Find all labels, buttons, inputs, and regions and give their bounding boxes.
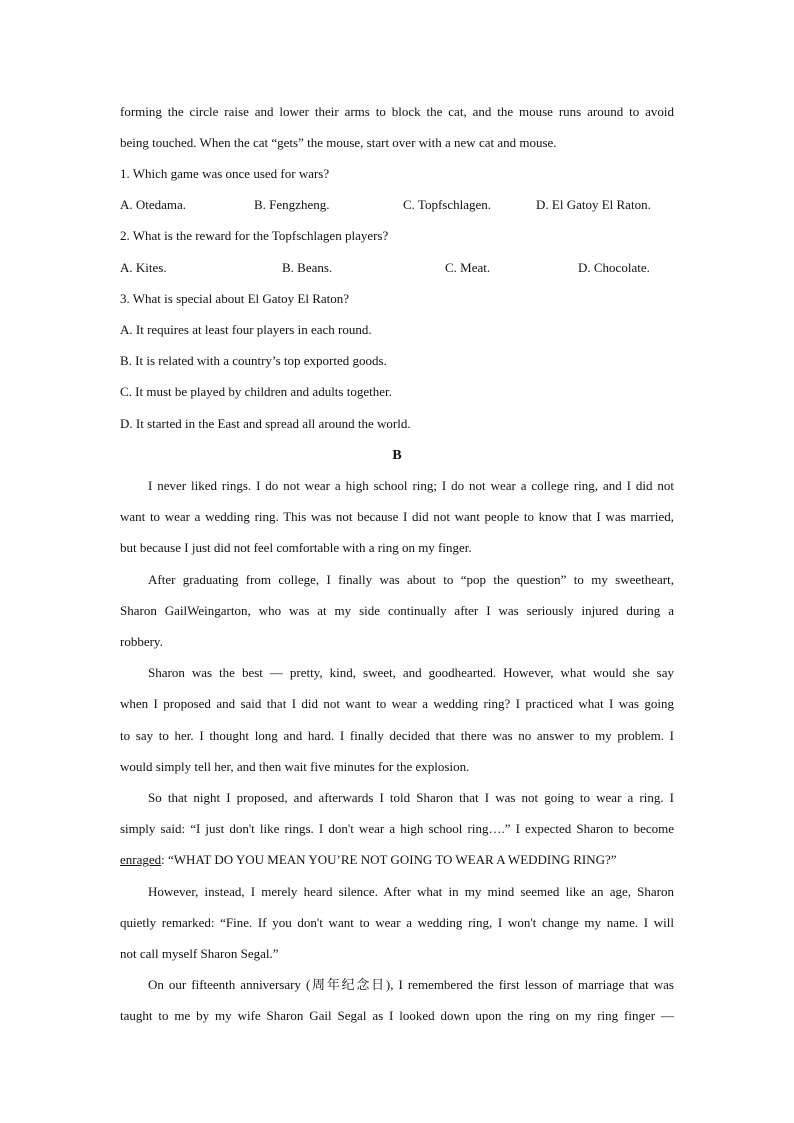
question-2-option-d: D. Chocolate. <box>578 260 650 275</box>
paragraph-line: Sharon GailWeingarton, who was at my side continually after I was seriously injured during a <box>120 603 674 618</box>
paragraph-line: After graduating from college, I finally was about to “pop the question” to my sweetheart, <box>148 572 674 587</box>
paragraph-line: quietly remarked: “Fine. If you don't want to wear a wedding ring, I won't change my name. I will <box>120 915 674 930</box>
passage-a-line: being touched. When the cat “gets” the mouse, start over with a new cat and mouse. <box>120 135 557 150</box>
paragraph-line: robbery. <box>120 634 163 649</box>
paragraph-line <box>120 852 674 868</box>
passage-a-line: forming the circle raise and lower their arms to block the cat, and the mouse runs around to avoid <box>120 104 674 119</box>
question-3-option-b: B. It is related with a country’s top exported goods. <box>120 353 387 368</box>
underlined-word: enraged <box>120 852 162 867</box>
question-1-option-a: A. Otedama. <box>120 197 187 212</box>
question-1-option-b: B. Fengzheng. <box>254 197 330 212</box>
question-2-option-c: C. Meat. <box>445 260 491 275</box>
paragraph-line: However, instead, I merely heard silence. After what in my mind seemed like an age, Sharon <box>148 884 674 899</box>
question-3-option-a: A. It requires at least four players in each round. <box>120 322 372 337</box>
paragraph-line: Sharon was the best — pretty, kind, sweet, and goodhearted. However, what would she say <box>148 665 674 680</box>
paragraph-line: So that night I proposed, and afterwards I told Sharon that I was not going to wear a ring. I <box>148 790 674 805</box>
question-3-option-d: D. It started in the East and spread all around the world. <box>120 416 411 431</box>
paragraph-line: but because I just did not feel comfortable with a ring on my finger. <box>120 540 472 555</box>
question-2-option-a: A. Kites. <box>120 260 167 275</box>
paragraph-line: I never liked rings. I do not wear a high school ring; I do not wear a college ring, and I did not <box>148 478 674 493</box>
question-2-option-b: B. Beans. <box>282 260 333 275</box>
paragraph-line: On our fifteenth anniversary (周年纪念日), I remembered the first lesson of marriage that was <box>148 977 674 992</box>
paragraph-line-rest: : “WHAT DO YOU MEAN YOU’RE NOT GOING TO WEAR A WEDDING RING?” <box>161 852 617 867</box>
question-2-stem: 2. What is the reward for the Topfschlagen players? <box>120 228 389 243</box>
section-b-heading: B <box>392 448 402 463</box>
paragraph-line: simply said: “I just don't like rings. I don't wear a high school ring….” I expected Sharon to become <box>120 821 674 836</box>
question-3-stem: 3. What is special about El Gatoy El Raton? <box>120 291 350 306</box>
paragraph-line: when I proposed and said that I did not want to wear a wedding ring? I practiced what I was going <box>120 696 674 711</box>
paragraph-line: want to wear a wedding ring. This was not because I did not want people to know that I was married, <box>120 509 674 524</box>
question-3-option-c: C. It must be played by children and adults together. <box>120 384 392 399</box>
paragraph-line: taught to me by my wife Sharon Gail Segal as I looked down upon the ring on my ring finger — <box>120 1008 674 1023</box>
paragraph-line: not call myself Sharon Segal.” <box>120 946 279 961</box>
question-1-stem: 1. Which game was once used for wars? <box>120 166 330 181</box>
paragraph-line: would simply tell her, and then wait five minutes for the explosion. <box>120 759 470 774</box>
question-1-option-d: D. El Gatoy El Raton. <box>536 197 651 212</box>
question-1-option-c: C. Topfschlagen. <box>403 197 492 212</box>
paragraph-line: to say to her. I thought long and hard. I finally decided that there was no answer to my problem. I <box>120 728 674 743</box>
